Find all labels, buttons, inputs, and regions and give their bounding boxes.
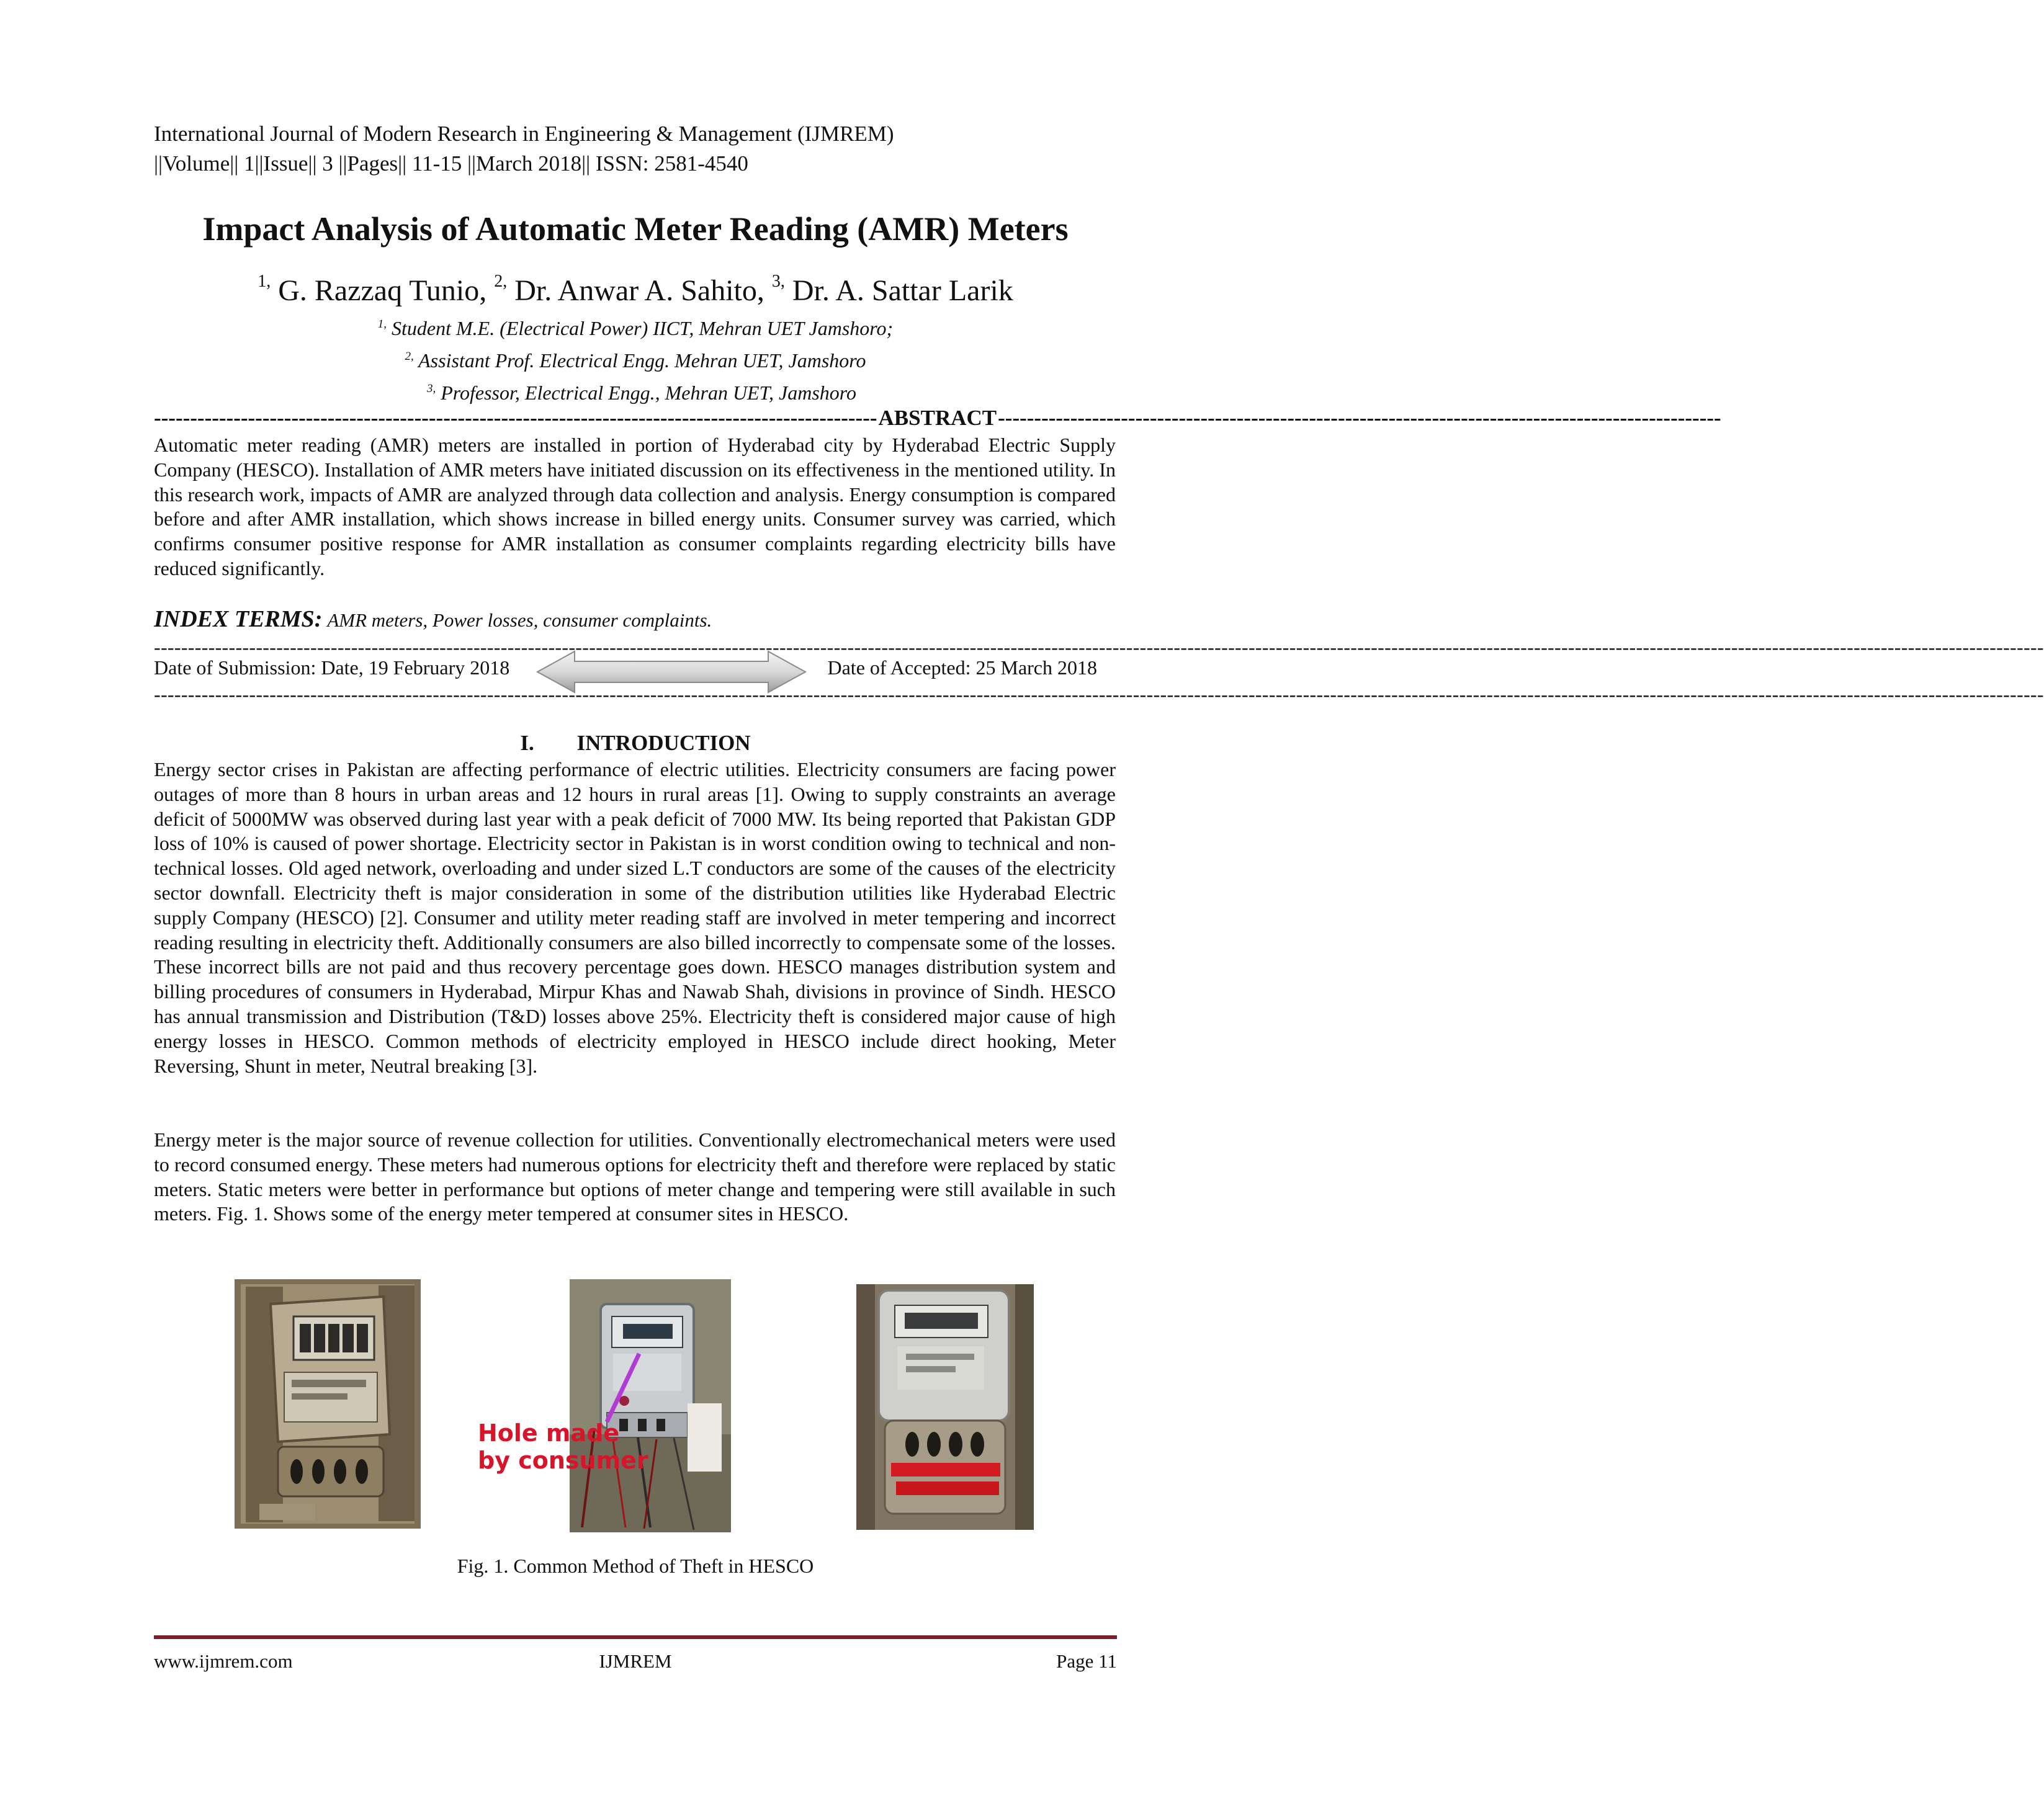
index-terms-text: AMR meters, Power losses, consumer complaints. bbox=[327, 609, 712, 631]
section-heading-introduction bbox=[0, 731, 1271, 756]
intro-paragraph-1: Energy sector crises in Pakistan are affecting performance of electric utilities. Electricity consumers are facing power outages of more than 8 hours in urban areas and 12 hours in rural areas [1]. Owing to supply constraints an average deficit of 5000MW was observed during last year with a peak deficit of 7000 MW. Its being reported that Pakistan GDP loss of 10% is caused of power shortage. Electricity sector in Pakistan is in worst condition owing to technical and non-technical losses. Old aged network, overloading and under sized L.T conductors are some of the causes of the electricity sector downfall. Electricity theft is major consideration in some of the distribution utilities like Hyderabad Electric supply Company (HESCO) [2]. Consumer and utility meter reading staff are involved in meter tempering and incorrect reading resulting in electricity theft. Additionally consumers are also billed incorrectly to compensate some of the losses. These incorrect bills are not paid and thus recovery percentage goes down. HESCO manages distribution system and billing procedures of consumers in Hyderabad, Mirpur Khas and Nawab Shah, divisions in province of Sindh. HESCO has annual transmission and Distribution (T&D) losses above 25%. Electricity theft is considered major cause of high energy losses in HESCO. Common methods of electricity employed in HESCO include direct hooking, Meter Reversing, Shunt in meter, Neutral breaking [3]. bbox=[154, 758, 1116, 1077]
affiliation-text-2: Assistant Prof. Electrical Engg. Mehran UET, Jamshoro bbox=[418, 349, 866, 372]
affiliation-mark-3: 3, bbox=[426, 382, 436, 395]
dash-rule: -------------------------------------------------------------------------------------------------------------------------------------------------------------------------------------------------------------------------------------------------------------------------------------- bbox=[154, 683, 2044, 705]
index-terms bbox=[154, 605, 712, 633]
intro-paragraph-2: Energy meter is the major source of revenue collection for utilities. Conventionally electromechanical meters were used to record consumed energy. These meters had numerous options for electricity theft and therefore were replaced by static meters. Static meters were better in performance but options of meter change and tempering were still available in such meters. Fig. 1. Shows some of the energy meter tempered at consumer sites in HESCO. bbox=[154, 1128, 1116, 1225]
dash-rule: -------------------------------------------------------------------------------------------------------------------------------------------------------------------------------------------------------------------------------------------------------------------------------------- bbox=[154, 636, 2044, 658]
figure-caption: Fig. 1. Common Method of Theft in HESCO bbox=[457, 1555, 814, 1577]
accepted-date: Date of Accepted: 25 March 2018 bbox=[827, 656, 1097, 679]
footer-website: www.ijmrem.com bbox=[154, 1650, 293, 1672]
affiliation-mark-1: 1, bbox=[377, 318, 387, 331]
author-1: G. Razzaq Tunio, bbox=[278, 274, 487, 307]
section-title: INTRODUCTION bbox=[576, 731, 751, 755]
journal-header-line2: ||Volume|| 1||Issue|| 3 ||Pages|| 11-15 ||March 2018|| ISSN: 2581-4540 bbox=[154, 151, 748, 176]
author-mark-3: 3, bbox=[771, 272, 785, 291]
hole-annotation bbox=[478, 1419, 648, 1474]
index-terms-label: INDEX TERMS: bbox=[154, 606, 323, 632]
footer-journal: IJMREM bbox=[599, 1650, 672, 1672]
affiliation-1 bbox=[0, 310, 1271, 342]
footer-page-number: Page 11 bbox=[1056, 1650, 1117, 1672]
footer-rule bbox=[154, 1635, 1117, 1639]
abstract-text: Automatic meter reading (AMR) meters are installed in portion of Hyderabad city by Hyderabad Electric Supply Company (HESCO). Installation of AMR meters have initiated discussion on its effectiveness in the mentioned utility. In this research work, impacts of AMR are analyzed through data collection and analysis. Energy consumption is compared before and after AMR installation, which shows increase in billed energy units. Consumer survey was carried, which confirms consumer positive response for AMR installation as consumer complaints regarding electricity bills have reduced significantly. bbox=[154, 434, 1116, 579]
affiliation-list bbox=[0, 310, 1271, 407]
journal-header bbox=[154, 119, 894, 179]
hole-annotation-line1: Hole made bbox=[478, 1419, 620, 1447]
author-2: Dr. Anwar A. Sahito, bbox=[514, 274, 764, 307]
affiliation-3 bbox=[0, 375, 1271, 407]
author-3: Dr. A. Sattar Larik bbox=[792, 274, 1013, 307]
page-footer bbox=[154, 1650, 1117, 1673]
meter-photo-2 bbox=[570, 1279, 731, 1532]
hole-annotation-line2: by consumer bbox=[478, 1447, 648, 1474]
abstract-heading-row bbox=[154, 406, 1721, 431]
dash-rule: ---------------------------------------------------------------------------------------------------- bbox=[998, 406, 1721, 430]
author-mark-1: 1, bbox=[258, 272, 271, 291]
journal-header-line1: International Journal of Modern Research in Engineering & Management (IJMREM) bbox=[154, 122, 894, 146]
author-mark-2: 2, bbox=[494, 272, 508, 291]
meter-photo-1 bbox=[235, 1279, 421, 1529]
dash-rule: ---------------------------------------------------------------------------------------------------- bbox=[154, 406, 877, 430]
section-number: I. bbox=[520, 731, 534, 755]
affiliation-text-3: Professor, Electrical Engg., Mehran UET, Jamshoro bbox=[441, 382, 857, 404]
paper-title: Impact Analysis of Automatic Meter Reading (AMR) Meters bbox=[202, 210, 1069, 248]
author-list bbox=[0, 272, 1271, 308]
submission-date: Date of Submission: Date, 19 February 2018 bbox=[154, 656, 510, 679]
affiliation-mark-2: 2, bbox=[405, 350, 414, 363]
affiliation-2 bbox=[0, 342, 1271, 375]
abstract-heading: ABSTRACT bbox=[878, 406, 997, 430]
affiliation-text-1: Student M.E. (Electrical Power) IICT, Mehran UET Jamshoro; bbox=[392, 317, 894, 339]
meter-photo-3 bbox=[856, 1284, 1034, 1530]
